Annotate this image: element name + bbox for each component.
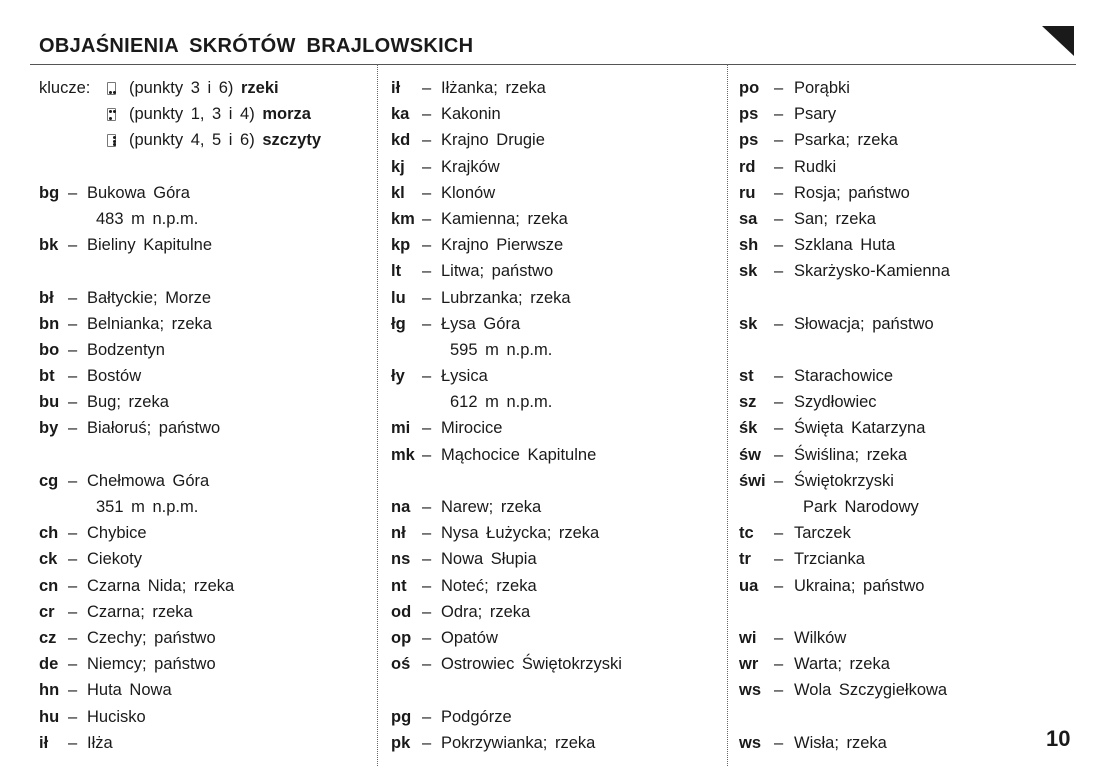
dash: –: [68, 393, 78, 412]
abbreviation-code: hn: [39, 681, 60, 700]
abbreviation-code: kj: [391, 157, 405, 176]
list-item: [39, 311, 369, 337]
list-item: [739, 625, 1069, 651]
dash: –: [422, 576, 432, 595]
list-item: [391, 258, 721, 284]
key-row: [39, 101, 369, 127]
list-item: [39, 415, 369, 441]
continuation-text: Park Narodowy: [803, 498, 919, 516]
abbreviation-code: ns: [391, 550, 411, 569]
list-item: [391, 415, 721, 441]
place-name: Ciekoty: [87, 550, 143, 569]
abbreviation-code: sz: [739, 393, 757, 412]
abbreviation-code: ch: [39, 524, 59, 543]
list-item: [39, 625, 369, 651]
list-item: [391, 730, 721, 756]
abbreviation-code: pk: [391, 733, 411, 752]
list-item: [739, 573, 1069, 599]
abbreviation-code: cg: [39, 471, 59, 490]
place-name: Tarczek: [794, 524, 851, 543]
abbreviation-code: de: [39, 655, 59, 674]
list-item: [391, 363, 721, 389]
place-name: Łysa Góra: [441, 314, 521, 333]
abbreviation-code: kd: [391, 131, 411, 150]
place-name: Czechy; państwo: [87, 628, 216, 647]
dash: –: [68, 183, 78, 202]
list-item: [391, 101, 721, 127]
place-name: Klonów: [441, 183, 496, 202]
dash: –: [774, 733, 784, 752]
list-item-continuation: [39, 494, 369, 520]
dash: –: [422, 131, 432, 150]
abbreviation-code: ps: [739, 131, 759, 150]
dash: –: [774, 445, 784, 464]
dash: –: [68, 655, 78, 674]
dash: –: [422, 524, 432, 543]
list-item-continuation: [391, 389, 721, 415]
place-name: Noteć; rzeka: [441, 576, 537, 595]
list-item: [39, 363, 369, 389]
abbreviation-code: wi: [739, 628, 757, 647]
key-meaning: szczyty: [262, 131, 322, 150]
list-item: [391, 546, 721, 572]
dash: –: [68, 288, 78, 307]
list-item: [391, 573, 721, 599]
key-meaning: morza: [262, 105, 311, 124]
abbreviation-code: bo: [39, 340, 60, 359]
column-1: [39, 75, 369, 756]
list-item: [739, 442, 1069, 468]
column-divider-1: [377, 64, 378, 766]
place-name: Huta Nowa: [87, 681, 172, 700]
place-name: Niemcy; państwo: [87, 655, 216, 674]
abbreviation-code: oś: [391, 655, 411, 674]
place-name: Odra; rzeka: [441, 602, 531, 621]
dash: –: [68, 602, 78, 621]
list-item: [739, 468, 1069, 494]
dash: –: [774, 681, 784, 700]
list-item: [39, 520, 369, 546]
place-name: Chybice: [87, 524, 147, 543]
key-row: [39, 127, 369, 153]
abbreviation-code: bu: [39, 393, 60, 412]
place-name: Ostrowiec Świętokrzyski: [441, 655, 622, 674]
abbreviation-code: śk: [739, 419, 758, 438]
list-item: [39, 704, 369, 730]
place-name: Porąbki: [794, 79, 850, 97]
key-text: [129, 127, 321, 153]
dash: –: [422, 733, 432, 752]
list-item: [39, 337, 369, 363]
place-name: Nysa Łużycka; rzeka: [441, 524, 600, 543]
dash: –: [774, 209, 784, 228]
place-name: Krajków: [441, 157, 500, 176]
braille-cell-icon: [107, 134, 116, 147]
dash: –: [68, 707, 78, 726]
place-name: Rosja; państwo: [794, 183, 910, 202]
abbreviation-code: na: [391, 498, 411, 516]
place-name: Iłżanka; rzeka: [441, 79, 546, 97]
dash: –: [68, 419, 78, 438]
list-item: [391, 625, 721, 651]
key-points: (punkty 4, 5 i 6): [129, 131, 255, 150]
place-name: Iłża: [87, 733, 113, 752]
abbreviation-code: by: [39, 419, 59, 438]
place-name: Wilków: [794, 628, 847, 647]
abbreviation-code: ły: [391, 367, 405, 386]
dash: –: [774, 131, 784, 150]
place-name: Psarka; rzeka: [794, 131, 898, 150]
key-text: [129, 101, 311, 127]
list-item: [739, 415, 1069, 441]
dash: –: [422, 209, 432, 228]
place-name: Świętokrzyski: [794, 471, 894, 490]
dash: –: [774, 471, 784, 490]
place-name: Psary: [794, 105, 837, 124]
place-name: Mąchocice Kapitulne: [441, 445, 597, 464]
place-name: Bieliny Kapitulne: [87, 236, 212, 255]
dash: –: [68, 314, 78, 333]
list-item: [391, 285, 721, 311]
place-name: Świślina; rzeka: [794, 445, 908, 464]
dash: –: [422, 655, 432, 674]
abbreviation-code: mi: [391, 419, 411, 438]
place-name: Nowa Słupia: [441, 550, 537, 569]
abbreviation-code: świ: [739, 471, 766, 490]
column-divider-2: [727, 64, 728, 766]
list-item: [739, 520, 1069, 546]
place-name: Chełmowa Góra: [87, 471, 210, 490]
abbreviation-code: st: [739, 367, 754, 386]
dash: –: [68, 340, 78, 359]
list-item: [391, 704, 721, 730]
place-name: Bukowa Góra: [87, 183, 190, 202]
continuation-text: 351 m n.p.m.: [96, 498, 199, 516]
continuation-text: 612 m n.p.m.: [450, 393, 553, 412]
dash: –: [422, 602, 432, 621]
dash: –: [774, 576, 784, 595]
place-name: Szydłowiec: [794, 393, 877, 412]
braille-cell-icon: [107, 108, 116, 121]
dash: –: [774, 79, 784, 97]
page-number: 10: [1046, 726, 1071, 751]
list-item: [739, 206, 1069, 232]
place-name: Kakonin: [441, 105, 501, 124]
list-item: [391, 311, 721, 337]
list-item: [39, 285, 369, 311]
place-name: Opatów: [441, 628, 498, 647]
abbreviation-code: bk: [39, 236, 59, 255]
place-name: Krajno Drugie: [441, 131, 545, 150]
list-item: [391, 442, 721, 468]
dash: –: [774, 157, 784, 176]
key-row: [39, 75, 369, 101]
list-item: [391, 520, 721, 546]
dash: –: [774, 655, 784, 674]
place-name: Czarna Nida; rzeka: [87, 576, 235, 595]
abbreviation-code: km: [391, 209, 415, 228]
list-item-continuation: [39, 206, 369, 232]
dash: –: [774, 393, 784, 412]
dash: –: [774, 105, 784, 124]
abbreviation-code: bt: [39, 367, 55, 386]
list-item: [391, 599, 721, 625]
blank-row: [39, 442, 369, 468]
list-item: [739, 75, 1069, 101]
list-item: [739, 389, 1069, 415]
list-item: [739, 258, 1069, 284]
place-name: Wola Szczygiełkowa: [794, 681, 948, 700]
header-rule: [30, 64, 1076, 65]
abbreviation-code: lt: [391, 262, 402, 281]
key-label: klucze:: [39, 79, 91, 97]
abbreviation-code: ua: [739, 576, 759, 595]
list-item: [739, 101, 1069, 127]
dash: –: [68, 576, 78, 595]
dash: –: [774, 236, 784, 255]
abbreviation-code: mk: [391, 445, 415, 464]
dash: –: [422, 367, 432, 386]
list-item: [39, 180, 369, 206]
abbreviation-code: sk: [739, 262, 758, 281]
abbreviation-code: cr: [39, 602, 55, 621]
dash: –: [422, 183, 432, 202]
place-name: Czarna; rzeka: [87, 602, 193, 621]
blank-row: [739, 599, 1069, 625]
blank-row: [39, 154, 369, 180]
dash: –: [774, 524, 784, 543]
place-name: Ukraina; państwo: [794, 576, 925, 595]
list-item: [391, 180, 721, 206]
abbreviation-code: sk: [739, 314, 758, 333]
place-name: Podgórze: [441, 707, 512, 726]
abbreviation-code: pg: [391, 707, 412, 726]
place-name: Białoruś; państwo: [87, 419, 221, 438]
place-name: Rudki: [794, 157, 837, 176]
list-item: [391, 494, 721, 520]
list-item: [39, 730, 369, 756]
place-name: Święta Katarzyna: [794, 419, 926, 438]
list-item: [739, 154, 1069, 180]
blank-row: [739, 285, 1069, 311]
abbreviation-code: rd: [739, 157, 756, 176]
abbreviation-code: ws: [739, 681, 762, 700]
blank-row: [739, 337, 1069, 363]
place-name: Bodzentyn: [87, 340, 165, 359]
key-meaning: rzeki: [240, 79, 279, 97]
place-name: Mirocice: [441, 419, 503, 438]
key-points: (punkty 3 i 6): [129, 79, 234, 97]
list-item: [391, 206, 721, 232]
list-item: [739, 127, 1069, 153]
abbreviation-code: św: [739, 445, 762, 464]
place-name: Trzcianka: [794, 550, 865, 569]
list-item: [391, 154, 721, 180]
corner-triangle-icon: [1042, 26, 1074, 56]
dash: –: [422, 314, 432, 333]
abbreviation-code: op: [391, 628, 412, 647]
continuation-text: 483 m n.p.m.: [96, 209, 199, 228]
dash: –: [422, 707, 432, 726]
list-item: [391, 127, 721, 153]
blank-row: [391, 468, 721, 494]
list-item: [39, 468, 369, 494]
abbreviation-code: kp: [391, 236, 411, 255]
dash: –: [68, 524, 78, 543]
dash: –: [68, 681, 78, 700]
dash: –: [422, 157, 432, 176]
place-name: Hucisko: [87, 707, 146, 726]
braille-cell-icon: [107, 82, 116, 95]
place-name: Belnianka; rzeka: [87, 314, 212, 333]
dash: –: [774, 367, 784, 386]
dash: –: [422, 262, 432, 281]
blank-row: [391, 677, 721, 703]
abbreviation-code: bł: [39, 288, 54, 307]
place-name: Lubrzanka; rzeka: [441, 288, 571, 307]
place-name: San; rzeka: [794, 209, 876, 228]
place-name: Bostów: [87, 367, 142, 386]
continuation-text: 595 m n.p.m.: [450, 340, 553, 359]
abbreviation-code: hu: [39, 707, 60, 726]
dash: –: [422, 445, 432, 464]
place-name: Wisła; rzeka: [794, 733, 887, 752]
dash: –: [774, 419, 784, 438]
list-item: [739, 232, 1069, 258]
abbreviation-code: kl: [391, 183, 405, 202]
dash: –: [422, 628, 432, 647]
dash: –: [774, 314, 784, 333]
dash: –: [68, 733, 78, 752]
list-item: [39, 651, 369, 677]
abbreviation-code: sa: [739, 209, 758, 228]
abbreviation-code: po: [739, 79, 760, 97]
abbreviation-code: bg: [39, 183, 60, 202]
dash: –: [68, 628, 78, 647]
abbreviation-code: ił: [39, 733, 49, 752]
abbreviation-code: ws: [739, 733, 762, 752]
list-item: [739, 180, 1069, 206]
list-item: [391, 651, 721, 677]
blank-row: [739, 704, 1069, 730]
list-item: [39, 677, 369, 703]
list-item-continuation: [739, 494, 1069, 520]
abbreviation-code: lu: [391, 288, 406, 307]
list-item: [391, 232, 721, 258]
abbreviation-code: cn: [39, 576, 59, 595]
abbreviation-code: ił: [391, 79, 401, 97]
dash: –: [774, 262, 784, 281]
list-item: [739, 363, 1069, 389]
list-item: [739, 677, 1069, 703]
list-item: [739, 311, 1069, 337]
place-name: Warta; rzeka: [794, 655, 890, 674]
dash: –: [774, 550, 784, 569]
place-name: Słowacja; państwo: [794, 314, 934, 333]
abbreviation-code: wr: [739, 655, 759, 674]
dash: –: [422, 79, 432, 97]
column-2: [391, 75, 721, 756]
place-name: Krajno Pierwsze: [441, 236, 564, 255]
column-3: [739, 75, 1069, 756]
dash: –: [68, 471, 78, 490]
place-name: Łysica: [441, 367, 488, 386]
place-name: Bug; rzeka: [87, 393, 169, 412]
abbreviation-code: bn: [39, 314, 60, 333]
abbreviation-code: łg: [391, 314, 406, 333]
dash: –: [68, 367, 78, 386]
list-item: [39, 573, 369, 599]
place-name: Litwa; państwo: [441, 262, 554, 281]
dash: –: [422, 105, 432, 124]
dash: –: [422, 550, 432, 569]
abbreviation-code: ps: [739, 105, 759, 124]
abbreviation-code: ru: [739, 183, 756, 202]
list-item: [39, 546, 369, 572]
dash: –: [422, 288, 432, 307]
abbreviation-code: sh: [739, 236, 759, 255]
dash: –: [422, 419, 432, 438]
list-item: [739, 651, 1069, 677]
abbreviation-code: od: [391, 602, 412, 621]
list-item: [739, 730, 1069, 756]
list-item: [39, 232, 369, 258]
list-item: [391, 75, 721, 101]
place-name: Kamienna; rzeka: [441, 209, 568, 228]
abbreviation-code: cz: [39, 628, 57, 647]
list-item: [39, 389, 369, 415]
blank-row: [39, 258, 369, 284]
dash: –: [774, 628, 784, 647]
abbreviation-code: nt: [391, 576, 407, 595]
place-name: Pokrzywianka; rzeka: [441, 733, 596, 752]
list-item: [39, 599, 369, 625]
dash: –: [68, 236, 78, 255]
place-name: Narew; rzeka: [441, 498, 542, 516]
key-points: (punkty 1, 3 i 4): [129, 105, 255, 124]
list-item-continuation: [391, 337, 721, 363]
list-item: [739, 546, 1069, 572]
dash: –: [774, 183, 784, 202]
page-title: OBJAŚNIENIA SKRÓTÓW BRAJLOWSKICH: [39, 35, 474, 57]
dash: –: [422, 498, 432, 516]
place-name: Bałtyckie; Morze: [87, 288, 212, 307]
dash: –: [68, 550, 78, 569]
place-name: Szklana Huta: [794, 236, 896, 255]
key-text: [129, 75, 279, 101]
abbreviation-code: ck: [39, 550, 58, 569]
place-name: Skarżysko-Kamienna: [794, 262, 950, 281]
abbreviation-code: ka: [391, 105, 410, 124]
abbreviation-code: tr: [739, 550, 751, 569]
dash: –: [422, 236, 432, 255]
abbreviation-code: tc: [739, 524, 754, 543]
abbreviation-code: nł: [391, 524, 406, 543]
place-name: Starachowice: [794, 367, 894, 386]
